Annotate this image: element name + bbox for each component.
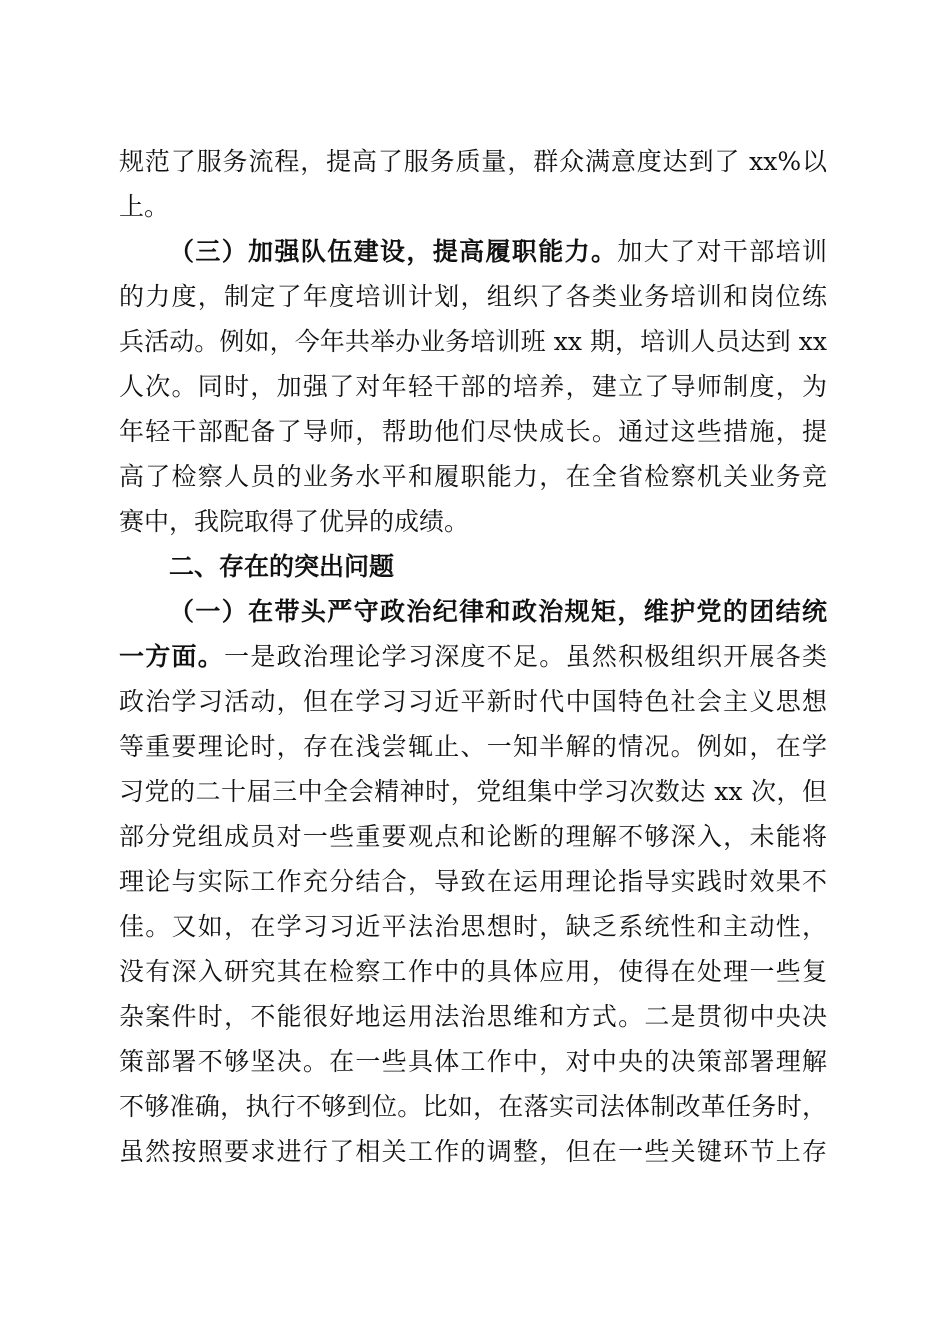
text-line: 赛中，我院取得了优异的成绩。 (119, 507, 470, 536)
text-line: 部分党组成员对一些重要观点和论断的理解不够深入，未能将 (119, 822, 827, 851)
text-line: 人次。同时，加强了对年轻干部的培养，建立了导师制度，为 (119, 372, 827, 401)
text-line: 上。 (119, 192, 170, 221)
paragraph-3-rest: 加大了对干部培训 (617, 237, 827, 266)
text-line: 年轻干部配备了导师，帮助他们尽快成长。通过这些措施，提 (119, 417, 827, 446)
text-line: 的力度，制定了年度培训计划，组织了各类业务培训和岗位练 (119, 282, 827, 311)
paragraph-3-lead: （三）加强队伍建设，提高履职能力。 (169, 237, 618, 266)
section-2-heading: 二、存在的突出问题 (169, 552, 395, 581)
section-2-para-1-line-2 (119, 634, 827, 679)
text-line: 习党的二十届三中全会精神时，党组集中学习次数达 xx 次，但 (119, 777, 827, 806)
section-2-para-1-lead-line-1: （一）在带头严守政治纪律和政治规矩，维护党的团结统 (169, 597, 827, 626)
text-line: 虽然按照要求进行了相关工作的调整，但在一些关键环节上存 (119, 1137, 827, 1166)
text-line: 策部署不够坚决。在一些具体工作中，对中央的决策部署理解 (119, 1047, 827, 1076)
text-line: 佳。又如，在学习习近平法治思想时，缺乏系统性和主动性， (119, 912, 827, 941)
section-2-para-1-rest: 一是政治理论学习深度不足。虽然积极组织开展各类 (224, 642, 827, 671)
text-line: 杂案件时，不能很好地运用法治思维和方式。二是贯彻中央决 (119, 1002, 827, 1031)
text-line: 政治学习活动，但在学习习近平新时代中国特色社会主义思想 (119, 687, 827, 716)
text-line: 不够准确，执行不够到位。比如，在落实司法体制改革任务时， (119, 1092, 827, 1121)
document-body (119, 139, 827, 1174)
paragraph-3-first-line (119, 229, 827, 274)
text-line: 高了检察人员的业务水平和履职能力，在全省检察机关业务竞 (119, 462, 827, 491)
section-2-para-1-lead-line-2: 一方面。 (119, 642, 225, 671)
text-line: 规范了服务流程，提高了服务质量，群众满意度达到了 xx%以 (119, 147, 827, 176)
text-line: 理论与实际工作充分结合，导致在运用理论指导实践时效果不 (119, 867, 827, 896)
text-line: 等重要理论时，存在浅尝辄止、一知半解的情况。例如，在学 (119, 732, 827, 761)
text-line: 兵活动。例如，今年共举办业务培训班 xx 期，培训人员达到 xx (119, 327, 827, 356)
text-line: 没有深入研究其在检察工作中的具体应用，使得在处理一些复 (119, 957, 827, 986)
